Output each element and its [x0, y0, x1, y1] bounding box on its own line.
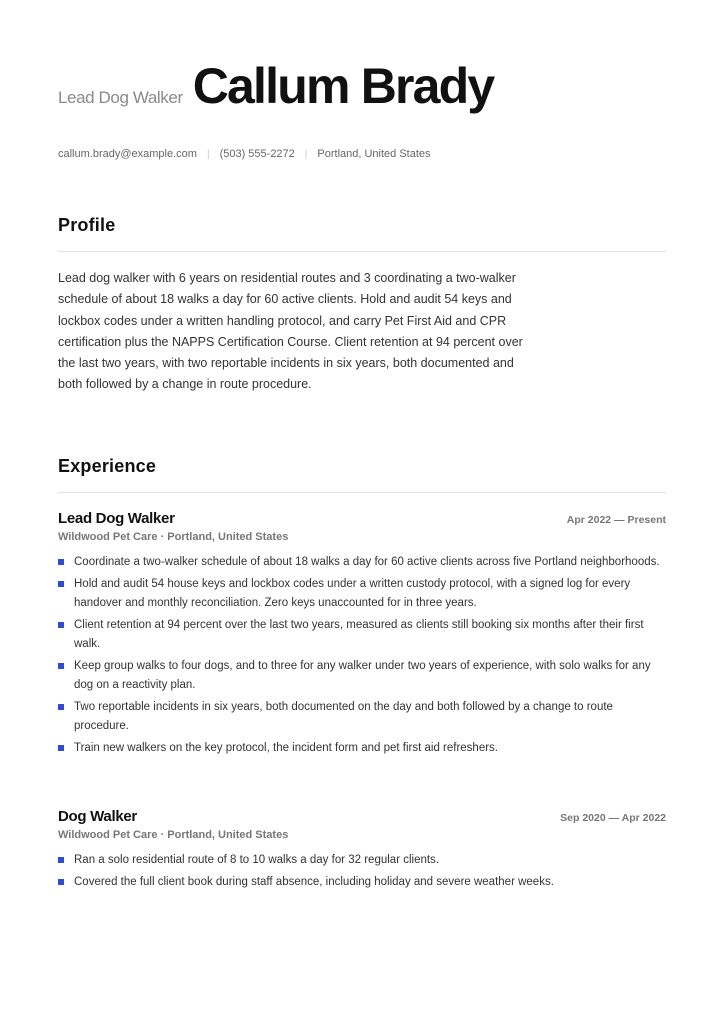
- bullet-text: Keep group walks to four dogs, and to three for any walker under two years of experience, with solo walks for any dog on a reactivity plan.: [74, 660, 651, 691]
- resume-header: [58, 56, 666, 116]
- experience-divider: [58, 492, 666, 493]
- job-dates: Apr 2022 — Present: [566, 514, 666, 526]
- contact-separator: |: [304, 148, 308, 160]
- square-bullet-icon: [58, 622, 64, 628]
- square-bullet-icon: [58, 559, 64, 565]
- bullet-text: Coordinate a two-walker schedule of about 18 walks a day for 60 active clients across five Portland neighborhoods.: [74, 556, 660, 568]
- job-dates: Sep 2020 — Apr 2022: [560, 812, 666, 824]
- square-bullet-icon: [58, 857, 64, 863]
- profile-text: Lead dog walker with 6 years on residential routes and 3 coordinating a two-walker schedule of about 18 walks a day for 60 active clients. Hold and audit 54 keys and lockbox codes under a written handling protocol, and carry Pet First Aid and CPR certification plus the NAPPS Certification Course. Client retention at 94 percent over the last two years, with two reportable incidents in six years, both documented and both followed by a change in route procedure.: [58, 271, 523, 392]
- profile-divider: [58, 251, 666, 252]
- job-role: Lead Dog Walker: [58, 510, 175, 527]
- contact-location: Portland, United States: [317, 148, 431, 160]
- bullet-text: Two reportable incidents in six years, both documented on the day and both followed by a change to route procedure.: [74, 701, 613, 732]
- list-item: [58, 657, 666, 695]
- profile-heading: Profile: [58, 215, 116, 235]
- job-bullets: [58, 851, 666, 892]
- bullet-text: Ran a solo residential route of 8 to 10 walks a day for 32 regular clients.: [74, 854, 440, 866]
- list-item: [58, 873, 666, 892]
- list-item: [58, 553, 666, 572]
- bullet-text: Train new walkers on the key protocol, the incident form and pet first aid refreshers.: [74, 742, 498, 754]
- square-bullet-icon: [58, 581, 64, 587]
- bullet-text: Client retention at 94 percent over the last two years, measured as clients still booking six months after their first walk.: [74, 619, 644, 650]
- list-item: [58, 575, 666, 613]
- list-item: [58, 739, 666, 758]
- job-organization: Wildwood Pet Care · Portland, United States: [58, 531, 289, 543]
- job-role: Dog Walker: [58, 808, 137, 825]
- job-header: [58, 808, 666, 825]
- contact-separator: |: [206, 148, 210, 160]
- square-bullet-icon: [58, 704, 64, 710]
- list-item: [58, 851, 666, 870]
- square-bullet-icon: [58, 879, 64, 885]
- candidate-name: Callum Brady: [192, 58, 494, 114]
- job-entry: [58, 808, 666, 895]
- square-bullet-icon: [58, 663, 64, 669]
- job-organization: Wildwood Pet Care · Portland, United States: [58, 829, 289, 841]
- bullet-text: Hold and audit 54 house keys and lockbox codes under a written custody protocol, with a signed log for every handover and monthly reconciliation. Zero keys unaccounted for in three years.: [74, 578, 631, 609]
- square-bullet-icon: [58, 745, 64, 751]
- experience-heading: Experience: [58, 456, 157, 476]
- list-item: [58, 616, 666, 654]
- job-entry: [58, 510, 666, 761]
- job-header: [58, 510, 666, 527]
- list-item: [58, 698, 666, 736]
- contact-phone: (503) 555-2272: [219, 148, 295, 160]
- bullet-text: Covered the full client book during staff absence, including holiday and severe weather weeks.: [74, 876, 554, 888]
- job-bullets: [58, 553, 666, 758]
- contact-email: callum.brady@example.com: [58, 148, 197, 160]
- job-title: Lead Dog Walker: [58, 88, 183, 107]
- contact-line: [58, 148, 666, 160]
